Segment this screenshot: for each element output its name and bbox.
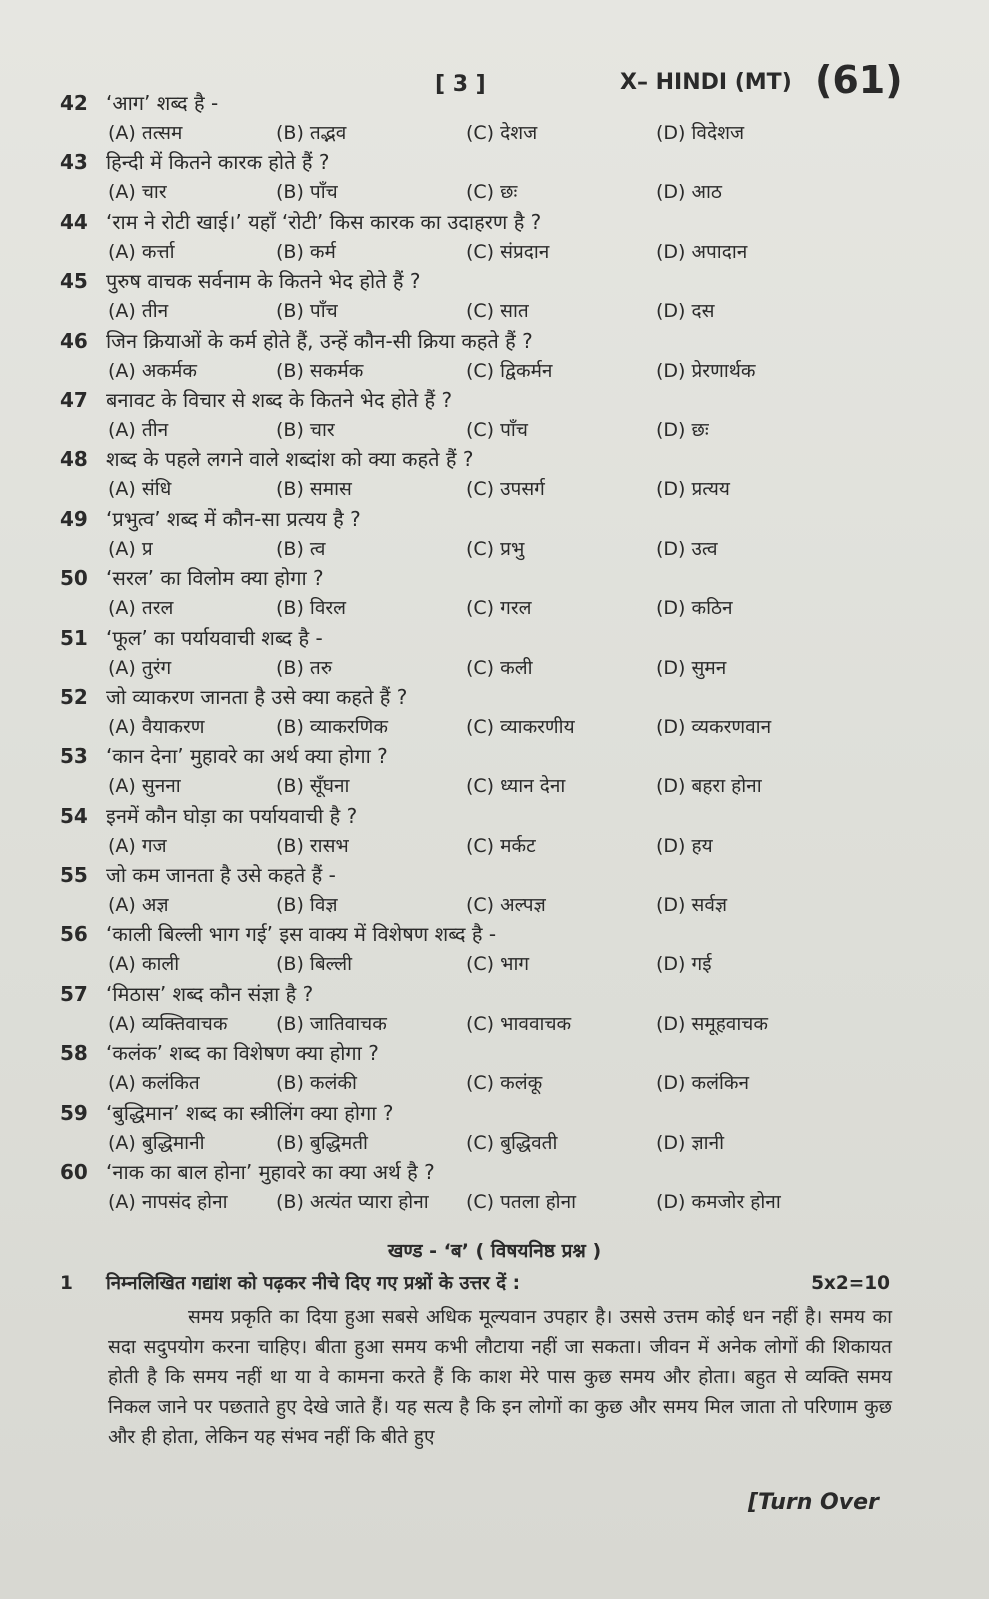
question-number: 55 — [60, 863, 88, 888]
option-d: (D) व्यकरणवान — [656, 715, 772, 738]
option-row — [108, 118, 968, 148]
question-line — [60, 1038, 379, 1068]
option-b: (B) तरु — [276, 656, 333, 679]
question-text: हिन्दी में कितने कारक होते हैं ? — [106, 150, 330, 175]
question-number: 1 — [60, 1273, 73, 1294]
question-line — [60, 385, 452, 415]
option-b: (B) सूँघना — [276, 775, 350, 798]
option-c: (C) गरल — [466, 597, 532, 620]
option-d: (D) आठ — [656, 181, 722, 204]
option-b: (B) समास — [276, 478, 352, 501]
option-c: (C) कली — [466, 656, 533, 679]
option-d: (D) विदेशज — [656, 122, 745, 144]
option-a: (A) काली — [108, 953, 180, 976]
question-number: 56 — [60, 922, 88, 947]
question-item — [60, 504, 960, 563]
option-d: (D) उत्व — [656, 537, 718, 560]
question-item — [60, 326, 960, 385]
option-row — [108, 712, 968, 742]
option-d: (D) सुमन — [656, 656, 727, 679]
option-a: (A) अज्ञ — [108, 894, 169, 917]
option-b: (B) त्व — [276, 537, 326, 560]
option-b: (B) सकर्मक — [276, 359, 364, 382]
question-number: 49 — [60, 506, 88, 531]
question-item — [60, 1038, 960, 1097]
option-a: (A) तुरंग — [108, 656, 172, 679]
question-number: 42 — [60, 91, 88, 115]
question-number: 44 — [60, 209, 88, 234]
option-a: (A) वैयाकरण — [108, 715, 205, 738]
option-b: (B) तद्भव — [276, 122, 347, 144]
question-text: जो व्याकरण जानता है उसे क्या कहते हैं ? — [106, 684, 408, 709]
question-text: ‘प्रभुत्व’ शब्द में कौन-सा प्रत्यय है ? — [106, 506, 361, 531]
question-item — [60, 444, 960, 503]
option-d: (D) कठिन — [656, 597, 733, 620]
question-item — [60, 266, 960, 325]
option-d: (D) दस — [656, 300, 715, 323]
question-item — [60, 741, 960, 800]
question-item — [60, 860, 960, 919]
option-row — [108, 474, 968, 504]
option-row — [108, 177, 968, 207]
option-b: (B) बुद्धिमती — [276, 1131, 368, 1154]
page-number: [ 3 ] — [435, 72, 486, 97]
option-c: (C) मर्कट — [466, 834, 536, 857]
option-c: (C) ध्यान देना — [466, 775, 566, 798]
question-line — [60, 741, 388, 771]
question-number: 57 — [60, 981, 88, 1006]
option-d: (D) छः — [656, 418, 709, 441]
option-row — [108, 771, 968, 801]
question-line — [60, 88, 218, 118]
question-item — [60, 801, 960, 860]
option-row — [108, 1009, 968, 1039]
question-line — [60, 860, 336, 890]
paper-code: (61) — [815, 58, 903, 102]
option-row — [108, 1128, 968, 1158]
question-item — [60, 623, 960, 682]
question-number: 43 — [60, 150, 88, 175]
question-line — [60, 266, 421, 296]
option-c: (C) छः — [466, 181, 518, 204]
option-d: (D) सर्वज्ञ — [656, 894, 728, 917]
option-a: (A) चार — [108, 181, 167, 204]
option-row — [108, 890, 968, 920]
option-b: (B) अत्यंत प्यारा होना — [276, 1191, 429, 1214]
option-c: (C) देशज — [466, 122, 538, 144]
option-a: (A) संधि — [108, 478, 172, 501]
question-text: ‘कान देना’ मुहावरे का अर्थ क्या होगा ? — [106, 744, 388, 769]
question-text: निम्नलिखित गद्यांश को पढ़कर नीचे दिए गए प्रश्नों के उत्तर दें : — [106, 1273, 520, 1294]
option-c: (C) भाववाचक — [466, 1012, 572, 1035]
section-b-title: खण्ड - ‘ब’ ( विषयनिष्ठ प्रश्न ) — [387, 1240, 602, 1262]
option-a: (A) नापसंद होना — [108, 1191, 228, 1214]
option-a: (A) तीन — [108, 418, 169, 441]
option-d: (D) गई — [656, 953, 712, 976]
option-a: (A) सुनना — [108, 775, 181, 798]
option-d: (D) प्रेरणार्थक — [656, 359, 756, 382]
option-d: (D) कलंकिन — [656, 1072, 750, 1095]
option-c: (C) अल्पज्ञ — [466, 894, 546, 917]
option-d: (D) कमजोर होना — [656, 1191, 781, 1214]
option-a: (A) कर्त्ता — [108, 240, 175, 263]
option-a: (A) गज — [108, 834, 167, 857]
question-text: ‘बुद्धिमान’ शब्द का स्त्रीलिंग क्या होगा ? — [106, 1100, 394, 1125]
question-item — [60, 1098, 960, 1157]
option-c: (C) सात — [466, 300, 529, 323]
question-number: 58 — [60, 1041, 88, 1066]
option-d: (D) बहरा होना — [656, 775, 762, 798]
option-b: (B) पाँच — [276, 300, 338, 323]
question-line — [60, 682, 407, 712]
question-item — [60, 979, 960, 1038]
option-c: (C) पतला होना — [466, 1191, 577, 1214]
option-c: (C) द्विकर्मन — [466, 359, 553, 382]
question-item — [60, 207, 960, 266]
question-number: 47 — [60, 387, 88, 412]
option-row — [108, 356, 968, 386]
option-row — [108, 237, 968, 267]
question-item — [60, 682, 960, 741]
turn-over-label: [Turn Over — [748, 1490, 879, 1515]
question-item — [60, 919, 960, 978]
option-b: (B) जातिवाचक — [276, 1012, 387, 1035]
question-text: ‘मिठास’ शब्द कौन संज्ञा है ? — [106, 981, 314, 1006]
option-c: (C) उपसर्ग — [466, 478, 545, 501]
option-a: (A) तरल — [108, 597, 174, 620]
option-a: (A) तीन — [108, 300, 169, 323]
subject-title: X– HINDI (MT) — [620, 70, 792, 95]
question-number: 45 — [60, 269, 88, 294]
question-number: 46 — [60, 328, 88, 353]
option-b: (B) विरल — [276, 597, 347, 620]
option-a: (A) अकर्मक — [108, 359, 197, 382]
option-d: (D) प्रत्यय — [656, 478, 730, 501]
question-line — [60, 801, 357, 831]
question-item — [60, 563, 960, 622]
question-text: ‘कलंक’ शब्द का विशेषण क्या होगा ? — [106, 1041, 379, 1066]
option-row — [108, 415, 968, 445]
question-item — [60, 385, 960, 444]
question-number: 54 — [60, 803, 88, 828]
option-b: (B) विज्ञ — [276, 894, 338, 917]
question-text: शब्द के पहले लगने वाले शब्दांश को क्या कहते हैं ? — [106, 447, 474, 472]
option-row — [108, 296, 968, 326]
question-line — [60, 444, 473, 474]
option-b: (B) पाँच — [276, 181, 338, 204]
question-text: पुरुष वाचक सर्वनाम के कितने भेद होते हैं ? — [106, 269, 421, 294]
option-b: (B) कर्म — [276, 240, 336, 263]
question-line — [60, 979, 313, 1009]
question-line — [60, 207, 541, 237]
option-a: (A) बुद्धिमानी — [108, 1131, 205, 1154]
passage-text: समय प्रकृति का दिया हुआ सबसे अधिक मूल्यवान उपहार है। उससे उत्तम कोई धन नहीं है। समय का सदा सदुपयोग करना चाहिए। बीता हुआ समय कभी लौटाया नहीं जा सकता। जीवन में अनेक लोगों की शिकायत होती है कि समय नहीं था या वे कामना करते हैं कि काश मेरे पास कुछ समय और होता। बहुत से व्यक्ति समय निकल जाने पर पछताते हुए देखे जाते हैं। यह सत्य है कि इन लोगों का कुछ और समय मिल जाता तो परिणाम कुछ और ही होता, लेकिन यह संभव नहीं कि बीते हुए — [108, 1306, 892, 1448]
question-number: 60 — [60, 1160, 88, 1185]
question-text: इनमें कौन घोड़ा का पर्यायवाची है ? — [106, 803, 358, 828]
question-line — [60, 563, 324, 593]
option-b: (B) चार — [276, 418, 335, 441]
question-text: ‘सरल’ का विलोम क्या होगा ? — [106, 566, 324, 591]
option-a: (A) व्यक्तिवाचक — [108, 1012, 228, 1035]
question-line — [60, 504, 361, 534]
option-a: (A) कलंकित — [108, 1072, 200, 1095]
option-c: (C) संप्रदान — [466, 240, 550, 263]
question-number: 48 — [60, 447, 88, 472]
question-number: 53 — [60, 744, 88, 769]
marks-label: 5x2=10 — [811, 1273, 890, 1294]
option-c: (C) पाँच — [466, 418, 528, 441]
option-row — [108, 1068, 968, 1098]
question-line — [60, 1157, 435, 1187]
option-a: (A) तत्सम — [108, 122, 183, 144]
option-c: (C) बुद्धिवती — [466, 1131, 558, 1154]
question-number: 51 — [60, 625, 88, 650]
passage-question — [60, 1268, 890, 1300]
option-d: (D) अपादान — [656, 240, 748, 263]
option-row — [108, 1187, 968, 1217]
question-line — [60, 326, 533, 356]
question-item — [60, 1157, 960, 1216]
option-b: (B) व्याकरणिक — [276, 715, 388, 738]
question-item — [60, 147, 960, 206]
option-row — [108, 534, 968, 564]
question-line — [60, 1098, 393, 1128]
option-b: (B) कलंकी — [276, 1072, 357, 1095]
question-text: जो कम जानता है उसे कहते हैं - — [106, 863, 336, 888]
option-d: (D) हय — [656, 834, 713, 857]
option-c: (C) व्याकरणीय — [466, 715, 575, 738]
option-a: (A) प्र — [108, 537, 153, 560]
option-row — [108, 949, 968, 979]
question-line — [60, 147, 329, 177]
option-c: (C) प्रभु — [466, 537, 525, 560]
option-row — [108, 831, 968, 861]
question-text: ‘काली बिल्ली भाग गई’ इस वाक्य में विशेषण शब्द है - — [106, 922, 497, 947]
question-line — [60, 919, 496, 949]
option-c: (C) भाग — [466, 953, 530, 976]
option-b: (B) बिल्ली — [276, 953, 353, 976]
question-number: 59 — [60, 1100, 88, 1125]
option-d: (D) समूहवाचक — [656, 1012, 768, 1035]
option-b: (B) रासभ — [276, 834, 349, 857]
question-text: जिन क्रियाओं के कर्म होते हैं, उन्हें कौन-सी क्रिया कहते हैं ? — [106, 328, 533, 353]
question-line — [60, 623, 323, 653]
question-number: 50 — [60, 566, 88, 591]
question-number: 52 — [60, 684, 88, 709]
question-list — [60, 88, 960, 1216]
option-row — [108, 653, 968, 683]
question-text: बनावट के विचार से शब्द के कितने भेद होते हैं ? — [106, 387, 453, 412]
option-d: (D) ज्ञानी — [656, 1131, 725, 1154]
question-text: ‘आग’ शब्द है - — [106, 91, 219, 115]
question-item — [60, 88, 960, 147]
question-text: ‘राम ने रोटी खाई।’ यहाँ ‘रोटी’ किस कारक का उदाहरण है ? — [106, 209, 542, 234]
option-row — [108, 593, 968, 623]
question-text: ‘नाक का बाल होना’ मुहावरे का क्या अर्थ है ? — [106, 1160, 435, 1185]
question-text: ‘फूल’ का पर्यायवाची शब्द है - — [106, 625, 323, 650]
option-c: (C) कलंकू — [466, 1072, 543, 1095]
